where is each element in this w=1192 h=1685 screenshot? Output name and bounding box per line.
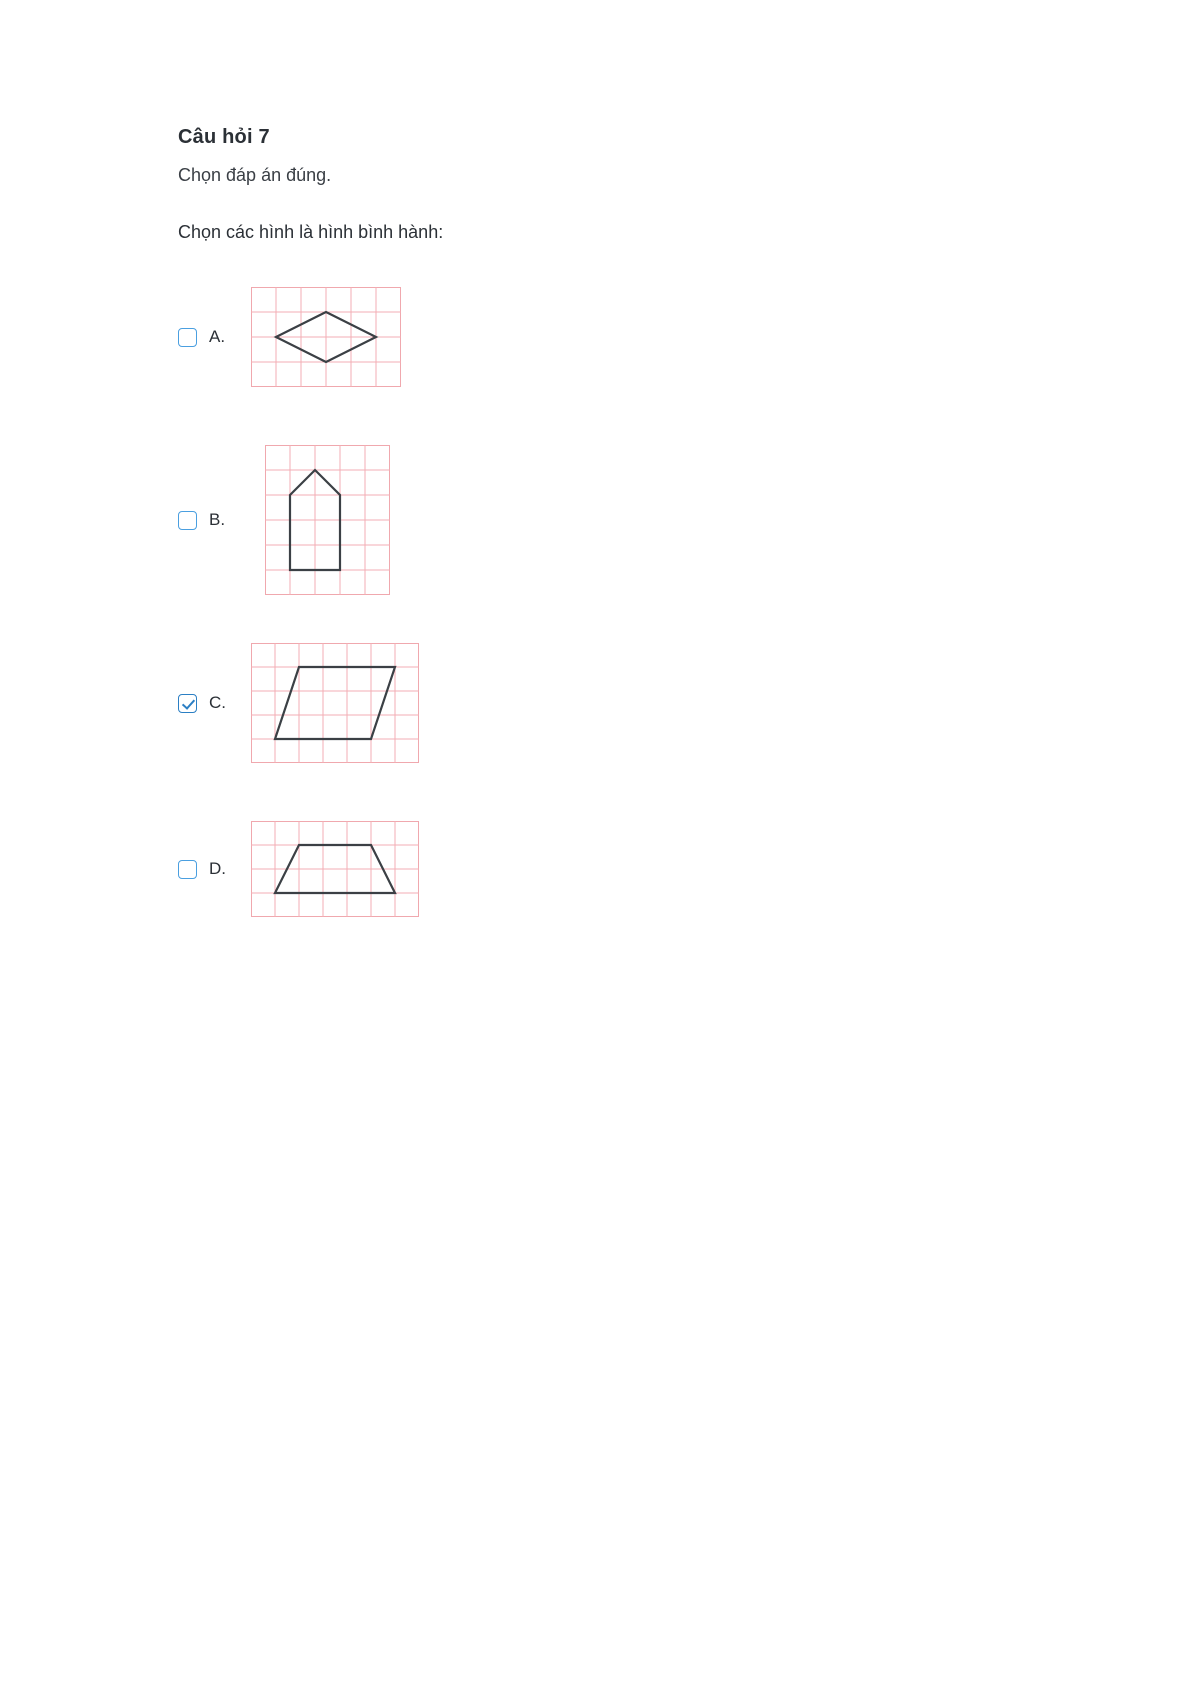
option-a[interactable]: [178, 287, 998, 387]
figure-option-a: [251, 287, 401, 387]
option-c[interactable]: [178, 643, 998, 763]
question-block: [178, 126, 998, 917]
page-title: Câu hỏi 7: [178, 126, 270, 148]
checkbox-option-b[interactable]: [178, 511, 197, 530]
question-instruction: Chọn đáp án đúng.: [178, 165, 332, 185]
checkbox-option-a[interactable]: [178, 328, 197, 347]
option-d-label: D.: [209, 859, 226, 878]
option-b[interactable]: [178, 445, 998, 595]
option-b-label: B.: [209, 510, 226, 529]
question-prompt: Chọn các hình là hình bình hành:: [178, 222, 444, 242]
option-d[interactable]: [178, 821, 998, 917]
options-list: [178, 287, 998, 917]
option-c-label: C.: [209, 693, 226, 712]
checkbox-option-d[interactable]: [178, 860, 197, 879]
figure-option-d: [251, 821, 419, 917]
checkbox-option-c[interactable]: [178, 694, 197, 713]
figure-option-c: [251, 643, 419, 763]
option-a-label: A.: [209, 327, 226, 346]
figure-option-b: [265, 445, 390, 595]
